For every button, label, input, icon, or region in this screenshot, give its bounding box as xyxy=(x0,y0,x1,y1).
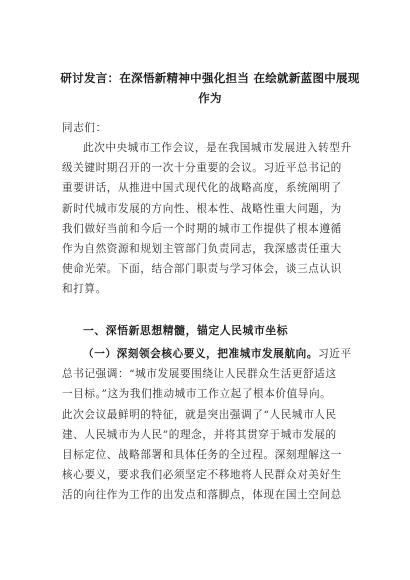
paragraph-line: 总书记强调：“城市发展要围绕让人民群众生活更舒适这 xyxy=(62,368,337,381)
section-heading: 一、深悟新思想精髓，锚定人民城市坐标 xyxy=(83,324,289,337)
salutation xyxy=(62,118,348,138)
paragraph-line: 重要讲话，从推进中国式现代化的战略高度，系统阐明了 xyxy=(62,182,342,195)
paragraph-line: 目标定位、战略部署和具体任务的全过程。深刻理解这一 xyxy=(62,448,342,461)
paragraph-line: 我们做好当前和今后一个时期的城市工作提供了根本遵循 xyxy=(62,222,342,235)
paragraph-lead-line xyxy=(62,344,352,364)
paragraph-section-1-1 xyxy=(62,344,352,506)
paragraph-line: 一目标。”这为我们推动城市工作立起了根本价值导向。 xyxy=(62,388,332,401)
paragraph-line: 核心要义，要求我们必须坚定不移地将人民群众对美好生 xyxy=(62,469,342,482)
document-title xyxy=(60,68,360,108)
paragraph-line: 和打算。 xyxy=(62,283,107,296)
paragraph-line: 活的向往作为工作的出发点和落脚点，体现在国土空间总 xyxy=(62,489,342,502)
paragraph-line: 作为自然资源和规划主管部门负责同志，我深感责任重大 xyxy=(62,242,342,255)
paragraph-line: 此次会议最鲜明的特征，就是突出强调了“人民城市人民 xyxy=(62,408,337,421)
title-line: 作为 xyxy=(198,91,222,106)
paragraph-line: 此次中央城市工作会议，是在我国城市发展进入转型升 xyxy=(83,142,352,154)
paragraph-line: 建、人民城市为人民”的理念，并将其贯穿于城市发展的 xyxy=(62,428,337,441)
paragraph-lead-rest: 习近平 xyxy=(318,348,352,360)
subsection-heading: （一）深刻领会核心要义，把准城市发展航向。 xyxy=(83,348,319,360)
title-line: 研讨发言：在深悟新精神中强化担当 在绘就新蓝图中展现 xyxy=(60,71,360,85)
paragraph-line: 级关键时期召开的一次十分重要的会议。习近平总书记的 xyxy=(62,162,342,175)
paragraph-line: 新时代城市发展的方向性、根本性、战略性重大问题，为 xyxy=(62,202,342,215)
paragraph-line: 使命光荣。下面，结合部门职责与学习体会，谈三点认识 xyxy=(62,263,342,276)
salutation-text: 同志们： xyxy=(62,122,107,134)
paragraph-intro xyxy=(62,138,352,300)
